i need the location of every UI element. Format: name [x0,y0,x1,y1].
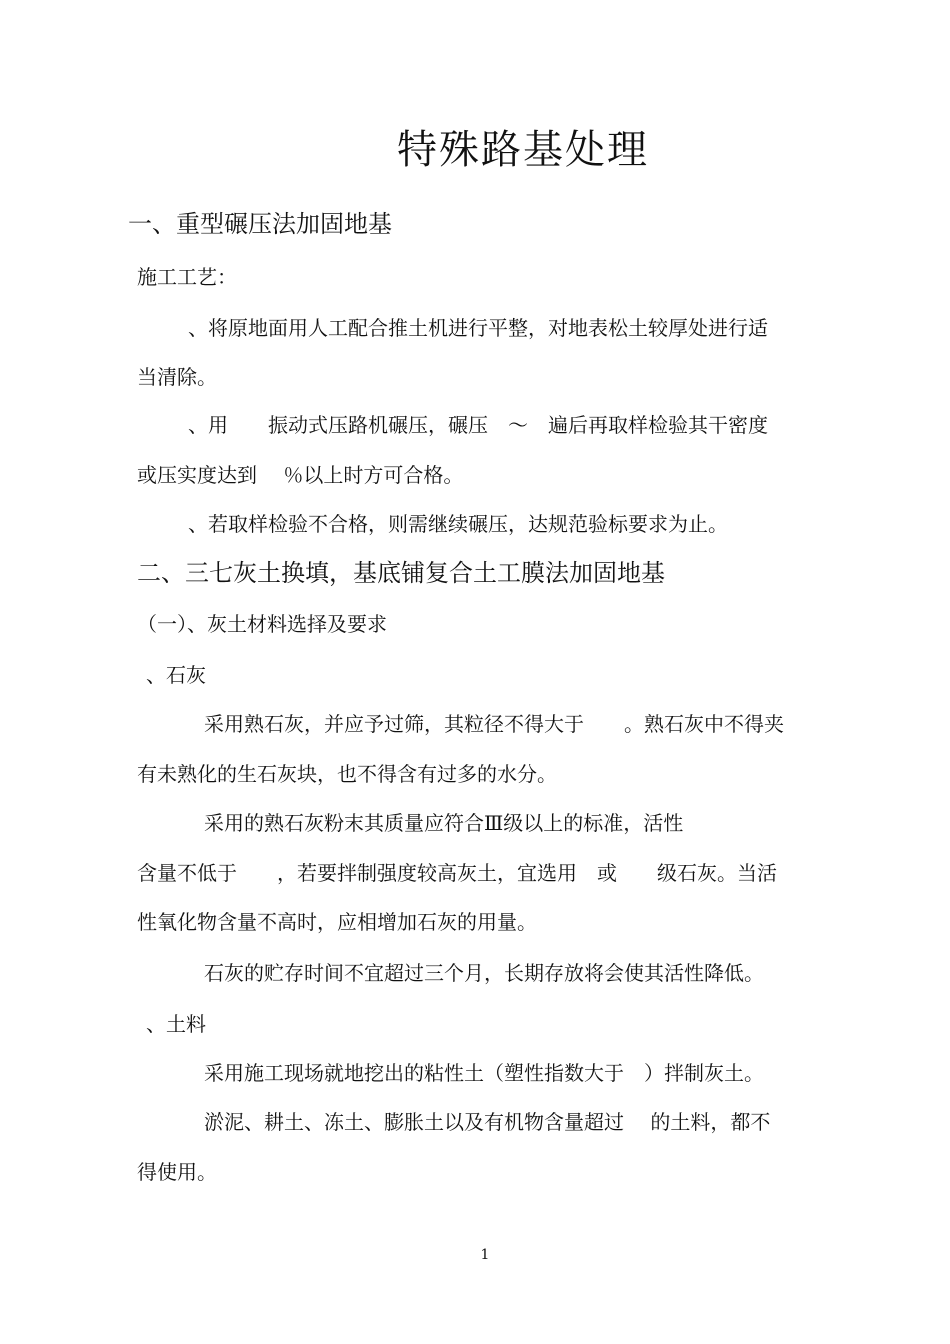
soil-p1-line1: 采用施工现场就地挖出的粘性土（塑性指数大于 ）拌制灰土。 [204,1061,764,1085]
page-number: 1 [480,1247,490,1263]
section2-subheading: （一）、灰土材料选择及要求 [137,612,387,636]
soil-p2-line2: 得使用。 [137,1160,217,1184]
item3-line1: 、若取样检验不合格，则需继续碾压，达规范验标要求为止。 [188,512,728,536]
lime-p2-line1: 采用的熟石灰粉末其质量应符合Ⅲ级以上的标准，活性 [204,811,684,835]
item1-line1: 、将原地面用人工配合推土机进行平整，对地表松土较厚处进行适 [188,316,768,340]
item2-line1: 、用 振动式压路机碾压，碾压 ～ 遍后再取样检验其干密度 [188,413,768,437]
section1-heading: 一、重型碾压法加固地基 [128,210,392,238]
lime-p2-line2: 含量不低于 ，若要拌制强度较高灰土，宜选用 或 级石灰。当活 [137,861,777,885]
soil-p2-line1: 淤泥、耕土、冻土、膨胀土以及有机物含量超过 的土料，都不 [204,1110,771,1134]
item2-line2: 或压实度达到 ％以上时方可合格。 [137,463,464,487]
lime-label: 、石灰 [146,663,206,687]
lime-p1-line1: 采用熟石灰，并应予过筛，其粒径不得大于 。熟石灰中不得夹 [204,712,784,736]
lime-p1-line2: 有未熟化的生石灰块，也不得含有过多的水分。 [137,762,557,786]
item1-line2: 当清除。 [137,365,217,389]
lime-p3-line1: 石灰的贮存时间不宜超过三个月，长期存放将会使其活性降低。 [204,961,764,985]
page-title: 特殊路基处理 [397,127,649,173]
section2-heading: 二、三七灰土换填，基底铺复合土工膜法加固地基 [137,559,665,587]
section1-subheading: 施工工艺： [137,265,237,289]
soil-label: 、土料 [146,1012,206,1036]
lime-p2-line3: 性氧化物含量不高时，应相增加石灰的用量。 [137,910,537,934]
